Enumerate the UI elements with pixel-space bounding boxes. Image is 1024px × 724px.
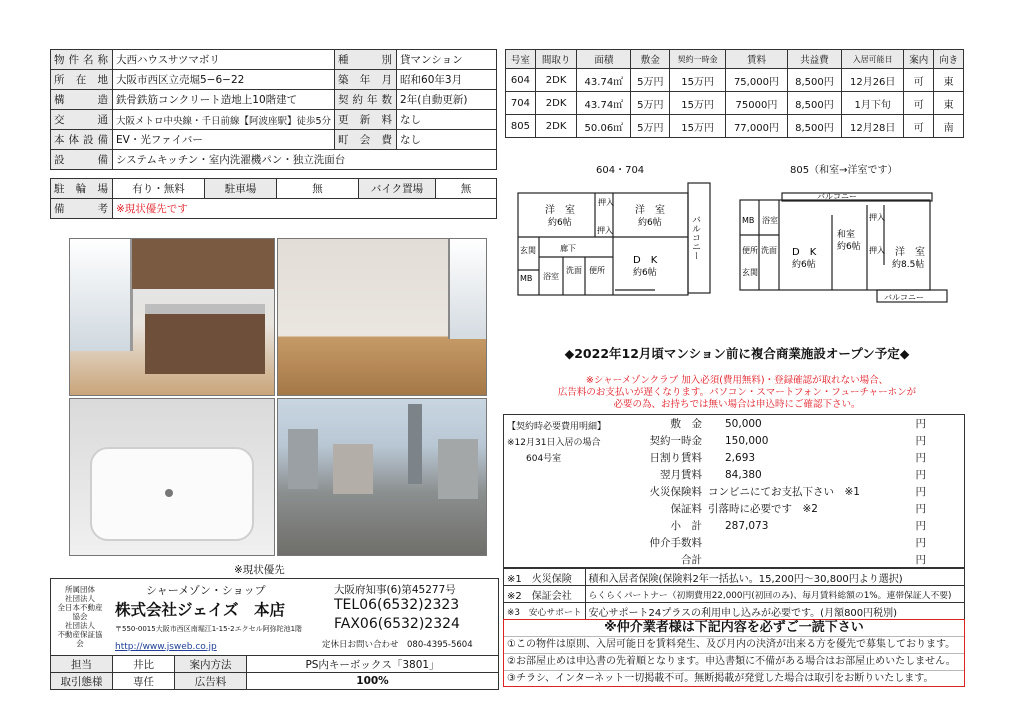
cost-table	[604, 415, 929, 568]
car-value: 無	[277, 179, 359, 199]
plan-label: 約6帖	[837, 242, 861, 252]
cost-row	[604, 449, 929, 466]
note-row	[504, 586, 965, 603]
note-label: ※3 安心サポート	[504, 603, 586, 620]
note-row	[504, 603, 965, 620]
room-header: 案内	[904, 50, 934, 69]
cost-label: 日割り賃料	[649, 452, 702, 464]
agent-notice-box	[503, 619, 965, 687]
plan-label: 便所	[742, 246, 758, 255]
info-value: なし	[397, 110, 497, 130]
cost-unit: 円	[915, 418, 926, 430]
info-label: 築年月	[335, 70, 397, 90]
cost-amount: 84,380	[725, 468, 762, 481]
room-cell: 南	[934, 115, 964, 138]
floorplan-right	[737, 175, 952, 310]
parking-table	[50, 178, 497, 219]
plan-label: 洗面	[566, 266, 582, 275]
info-label: 物件名称	[51, 50, 113, 70]
cost-amount	[705, 534, 908, 551]
room-header: 賃料	[725, 50, 787, 69]
cost-label: 契約一時金	[649, 435, 702, 447]
tower-shape	[408, 404, 422, 484]
room-cell: 15万円	[670, 69, 726, 92]
contact-label: 案内方法	[175, 656, 247, 673]
plan-label: 玄関	[742, 268, 758, 277]
agent-notice-line: ①この物件は原則、入居可能日を賃料発生、及び月内の決済が出来る方を優先で募集しております。	[504, 637, 964, 654]
cost-row	[604, 517, 929, 534]
remarks-label: 備考	[51, 199, 113, 219]
cost-unit: 円	[915, 554, 926, 566]
assoc-text: 社団法人	[65, 621, 95, 630]
cost-row	[604, 551, 929, 568]
info-row	[51, 50, 497, 70]
cost-label: 仲介手数料	[649, 537, 702, 549]
info-value: 大阪市西区立売堀5−6−22	[113, 70, 335, 90]
drain-shape	[165, 489, 173, 497]
room-cell: 5万円	[631, 92, 670, 115]
plan-label: 約6帖	[792, 260, 816, 270]
plan-label: 浴室	[762, 216, 778, 225]
room-table	[505, 49, 964, 138]
room-cell: 8,500円	[787, 92, 841, 115]
room-cell: 2DK	[535, 69, 577, 92]
assoc-text: 所属団体	[65, 585, 95, 594]
note-value: らくらくパートナー（初期費用22,000円(初回のみ)、毎月賃料総額の1%。連帯保証人不要)	[585, 586, 964, 603]
room-cell: 可	[904, 92, 934, 115]
plan-label: D K	[792, 247, 817, 258]
room-header: 号室	[506, 50, 536, 69]
room-cell: 77,000円	[725, 115, 787, 138]
room-cell: 12月28日	[841, 115, 903, 138]
company-fax: FAX06(6532)2324	[334, 616, 460, 632]
info-value: 大阪メトロ中央線・千日前線【阿波座駅】徒歩5分	[113, 110, 335, 130]
floorplan-right-title: 805（和室→洋室です）	[790, 165, 898, 176]
plan-label: バルコニー	[690, 215, 700, 260]
agent-notice-line: ③チラシ、インターネット一切掲載不可。無断掲載が発覚した場合は取引をお断りいたします。	[507, 673, 934, 684]
room-header: 敷金	[631, 50, 670, 69]
info-value: 貸マンション	[397, 50, 497, 70]
floorplan-left	[515, 175, 715, 300]
info-value: 昭和60年3月	[397, 70, 497, 90]
room-cell: 43.74㎡	[577, 69, 631, 92]
club-line: 必要の為、お持ちでは無い場合は申込時にご確認下さい。	[613, 399, 861, 410]
cost-amount: 150,000	[725, 434, 769, 447]
cost-unit: 円	[915, 537, 926, 549]
contact-label: 取引態様	[51, 673, 113, 690]
room-cell: 75,000円	[725, 69, 787, 92]
room-cell: 5万円	[631, 115, 670, 138]
plan-label: 約6帖	[638, 218, 662, 228]
room-cell: 704	[506, 92, 536, 115]
association-block	[55, 585, 105, 648]
room-row	[506, 69, 964, 92]
bike-label: バイク置場	[359, 179, 436, 199]
kitchen-photo	[69, 238, 275, 396]
cost-sub: 604号室	[526, 454, 562, 464]
room-cell: 15万円	[670, 92, 726, 115]
plan-label: バルコニー	[817, 192, 857, 201]
plan-label: 洋 室	[545, 205, 575, 216]
equipment-value: システムキッチン・室内洗濯機パン・独立洗面台	[113, 150, 497, 170]
room-header: 向き	[934, 50, 964, 69]
info-label: 本体設備	[51, 130, 113, 150]
parking-label: 駐輪場	[51, 179, 113, 199]
cost-row	[604, 534, 929, 551]
room-cell: 2DK	[535, 115, 577, 138]
plan-label: 玄関	[520, 246, 536, 255]
plan-label: 約6帖	[633, 268, 657, 278]
cost-row	[604, 415, 929, 432]
club-line: 広告料のお支払いが遅くなります。パソコン・スマートフォン・フューチャーホンが	[557, 387, 917, 398]
info-value: 鉄骨鉄筋コンクリート造地上10階建て	[113, 90, 335, 110]
plan-label: 洋 室	[635, 205, 665, 216]
cost-amount: 287,073	[725, 519, 769, 532]
info-value: 大西ハウスサツマボリ	[113, 50, 335, 70]
room-cell: 15万円	[670, 115, 726, 138]
company-tel: TEL06(6532)2323	[334, 597, 460, 613]
window-shape	[70, 239, 133, 351]
agent-notice-title: ※仲介業者様は下記内容を必ずご一読下さい	[504, 620, 964, 637]
info-row	[51, 110, 497, 130]
cost-row	[604, 500, 929, 517]
info-label: 町会費	[335, 130, 397, 150]
cost-unit: 円	[915, 469, 926, 481]
info-row	[51, 179, 497, 199]
floorplan-left-title: 604・704	[596, 165, 645, 176]
plan-label: 洋 室	[895, 247, 925, 258]
cost-unit: 円	[915, 486, 926, 498]
cost-label: 敷 金	[670, 418, 702, 430]
agent-notice-line: ②お部屋止めは申込書の先着順となります。申込書類に不備がある場合はお部屋止めいたしません。	[504, 654, 964, 671]
building-shape	[288, 429, 318, 489]
parking-value: 有り・無料	[113, 179, 205, 199]
cost-amount: コンビニにてお支払下さい ※1	[708, 486, 860, 498]
info-label: 構造	[51, 90, 113, 110]
plan-label: 押入	[597, 226, 613, 235]
assoc-text: 全日本不動産協会	[57, 603, 103, 621]
cost-row	[604, 466, 929, 483]
room-header: 契約一時金	[670, 50, 726, 69]
cost-row	[604, 483, 929, 500]
company-license: 大阪府知事(6)第45277号	[334, 584, 456, 596]
room-row	[506, 92, 964, 115]
room-header-row	[506, 50, 964, 69]
note-row	[504, 569, 965, 586]
plan-label: 和室	[837, 230, 856, 240]
room-cell: 東	[934, 92, 964, 115]
contact-value: 100%	[247, 673, 499, 690]
info-value: なし	[397, 130, 497, 150]
note-label: ※1 火災保険	[504, 569, 586, 586]
photo-caption: ※現状優先	[234, 564, 285, 576]
cost-label: 翌月賃料	[660, 469, 702, 481]
info-value: EV・光ファイバー	[113, 130, 335, 150]
plan-label: D K	[633, 255, 658, 266]
cost-unit: 円	[915, 520, 926, 532]
plan-label: MB	[520, 274, 533, 283]
plan-label: 押入	[869, 213, 885, 222]
room-cell: 1月下旬	[841, 92, 903, 115]
room-header: 間取り	[535, 50, 577, 69]
info-label: 所在地	[51, 70, 113, 90]
room-photo	[277, 238, 487, 396]
company-block	[50, 578, 499, 656]
counter-shape	[145, 304, 265, 314]
cost-amount: 50,000	[725, 417, 762, 430]
note-value: 積和入居者保険(保険料2年一括払い。15,200円～30,800円より選択)	[585, 569, 964, 586]
building-shape	[333, 444, 373, 494]
room-cell: 12月26日	[841, 69, 903, 92]
cost-amount: 2,693	[725, 451, 756, 464]
washbasin-photo	[69, 398, 275, 556]
remarks-value: ※現状優先です	[113, 199, 497, 219]
contact-value: 専任	[113, 673, 175, 690]
info-label: 契約年数	[335, 90, 397, 110]
info-value: 2年(自動更新)	[397, 90, 497, 110]
contact-value: 井比	[113, 656, 175, 673]
room-row	[506, 115, 964, 138]
building-shape	[438, 439, 478, 499]
cost-label: 小 計	[670, 520, 702, 532]
info-label: 設備	[51, 150, 113, 170]
room-cell: 可	[904, 69, 934, 92]
plan-label: 押入	[598, 198, 614, 207]
info-row	[51, 130, 497, 150]
property-info-table	[50, 49, 497, 170]
room-cell: 8,500円	[787, 115, 841, 138]
info-label: 交通	[51, 110, 113, 130]
cost-label: 保証料	[670, 503, 702, 515]
cost-header: 【契約時必要費用明細】	[507, 422, 607, 432]
room-header: 入居可能日	[841, 50, 903, 69]
contact-row	[51, 656, 499, 673]
notes-table	[503, 568, 965, 620]
cost-unit: 円	[915, 503, 926, 515]
info-row	[51, 70, 497, 90]
room-header: 共益費	[787, 50, 841, 69]
bike-value: 無	[436, 179, 497, 199]
plan-label: 洗面	[761, 246, 777, 255]
room-cell: 2DK	[535, 92, 577, 115]
cost-amount: 引落時に必要です ※2	[708, 503, 818, 515]
contact-table	[50, 655, 499, 690]
plan-label: 廊下	[560, 244, 576, 253]
info-row	[51, 90, 497, 110]
note-value: 安心サポート24プラスの利用申し込みが必要です。(月額800円税別)	[585, 603, 964, 620]
car-label: 駐車場	[205, 179, 277, 199]
window-shape	[448, 239, 487, 339]
room-cell: 805	[506, 115, 536, 138]
room-cell: 東	[934, 69, 964, 92]
company-holiday: 定休日お問い合わせ 080-4395-5604	[322, 640, 473, 650]
room-cell: 8,500円	[787, 69, 841, 92]
info-row	[51, 150, 497, 170]
plan-label: バルコニー	[884, 293, 924, 302]
plan-label: 浴室	[543, 272, 559, 281]
plan-label: 押入	[869, 246, 885, 255]
room-cell: 43.74㎡	[577, 92, 631, 115]
cost-unit: 円	[915, 435, 926, 447]
cost-unit: 円	[915, 452, 926, 464]
company-name: 株式会社ジェイズ 本店	[115, 601, 286, 619]
plan-label: MB	[742, 216, 755, 225]
cost-amount	[705, 551, 908, 568]
plan-label: 便所	[589, 266, 605, 275]
room-cell: 5万円	[631, 69, 670, 92]
info-row	[51, 199, 497, 219]
info-label: 種 別	[335, 50, 397, 70]
plan-label: 約8.5帖	[892, 260, 925, 270]
cost-box	[503, 414, 965, 568]
assoc-text: 社団法人	[65, 594, 95, 603]
room-cell: 50.06㎡	[577, 115, 631, 138]
cost-label: 火災保険料	[649, 486, 702, 498]
lower-cabinet-shape	[145, 314, 265, 374]
brand-name: シャーメゾン・ショップ	[146, 584, 266, 597]
cost-row	[604, 432, 929, 449]
club-line: ※シャーメゾンクラブ 加入必須(費用無料)・登録確認が取れない場合、	[585, 375, 889, 386]
assoc-text: 不動産保証協会	[57, 630, 103, 648]
room-header: 面積	[577, 50, 631, 69]
contact-label: 広告料	[175, 673, 247, 690]
club-notice	[512, 375, 962, 411]
room-cell: 可	[904, 115, 934, 138]
company-url[interactable]: http://www.jsweb.co.jp	[115, 642, 217, 652]
cost-sub: ※12月31日入居の場合	[507, 438, 601, 448]
contact-value: PS内キーボックス「3801」	[247, 656, 499, 673]
contact-label: 担当	[51, 656, 113, 673]
view-photo	[277, 398, 487, 556]
room-cell: 604	[506, 69, 536, 92]
cost-label: 合計	[681, 554, 702, 566]
company-address: 〒550-0015大阪市西区南堀江1-15-2エクセル阿弥陀池1階	[115, 625, 303, 633]
info-label: 更新料	[335, 110, 397, 130]
cabinet-shape	[132, 239, 274, 289]
contact-row	[51, 673, 499, 690]
note-label: ※2 保証会社	[504, 586, 586, 603]
room-cell: 75000円	[725, 92, 787, 115]
plan-label: 約6帖	[548, 218, 572, 228]
promo-headline: ◆2022年12月頃マンション前に複合商業施設オープン予定◆	[564, 346, 910, 361]
